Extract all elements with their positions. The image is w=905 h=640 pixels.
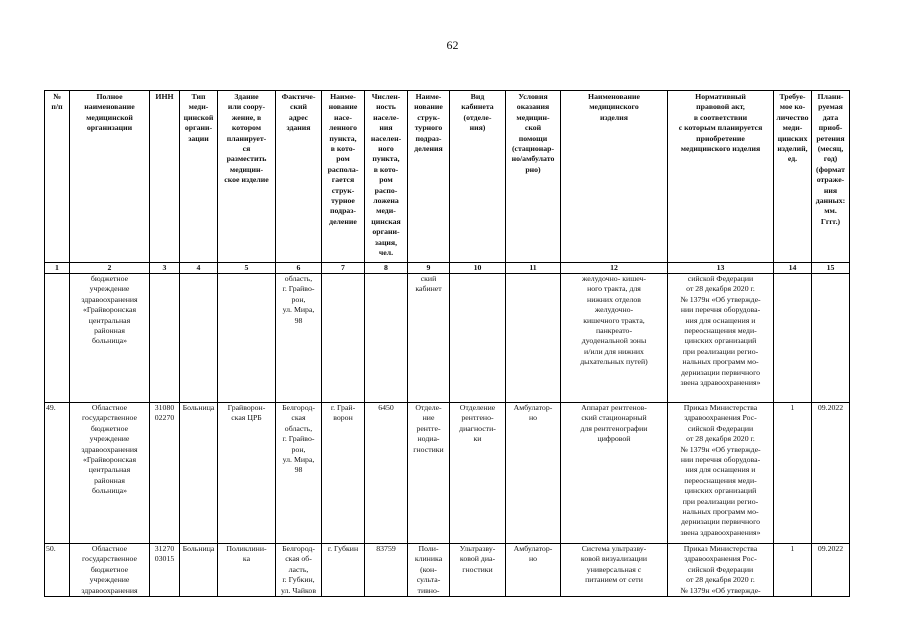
- column-number: 8: [365, 263, 408, 274]
- header-cell: № п/п: [45, 91, 70, 263]
- table-cell: Амбулатор- но: [506, 544, 561, 597]
- table-cell: Белгород- ская область, г. Грайво- рон, ул. Мира, 98: [276, 403, 322, 544]
- table-cell: [365, 274, 408, 403]
- header-cell: Требуе- мое ко- личество меди- цинских изделий, ед.: [774, 91, 812, 263]
- table-cell: г. Грай- ворон: [322, 403, 365, 544]
- row-number: 49.: [45, 403, 70, 544]
- column-number: 15: [812, 263, 850, 274]
- column-number: 6: [276, 263, 322, 274]
- row-number: 50.: [45, 544, 70, 597]
- table-cell: Амбулатор- но: [506, 403, 561, 544]
- header-cell: Условия оказания медицин- ской помощи (стационар- но/амбулато рно): [506, 91, 561, 263]
- table-cell: Областное государственное бюджетное учреждение здравоохранения: [70, 544, 150, 597]
- table-cell: Белгород- ская об- ласть, г. Губкин, ул. Чайков: [276, 544, 322, 597]
- table-cell: 09.2022: [812, 544, 850, 597]
- table-cell: Система ультразву- ковой визуализации универсальная с питанием от сети: [561, 544, 668, 597]
- column-number-row: [45, 263, 850, 274]
- table-row: [45, 544, 850, 597]
- header-cell: Наиме- нование струк- турного подраз- деления: [408, 91, 450, 263]
- column-number: 7: [322, 263, 365, 274]
- table-cell: [322, 274, 365, 403]
- column-number: 10: [450, 263, 506, 274]
- header-cell: Нормативный правовой акт, в соответствии с которым планируется приобретение медицинского изделия: [668, 91, 774, 263]
- table-cell: Приказ Министерства здравоохранения Рос- сийской Федерации от 28 декабря 2020 г. № 1379н «Об утвержде-: [668, 544, 774, 597]
- column-number: 4: [180, 263, 218, 274]
- column-number: 14: [774, 263, 812, 274]
- table-cell: [506, 274, 561, 403]
- header-cell: ИНН: [150, 91, 180, 263]
- header-cell: Числен- ность населе- ния населен- ного пункта, в кото- ром распо- ложена меди- цинская органи- зация, чел.: [365, 91, 408, 263]
- table-cell: 31080 02270: [150, 403, 180, 544]
- table-cell: Больница: [180, 403, 218, 544]
- table-cell: 1: [774, 544, 812, 597]
- table-cell: Больница: [180, 544, 218, 597]
- header-cell: Наименование медицинского изделия: [561, 91, 668, 263]
- table-cell: 83759: [365, 544, 408, 597]
- table-cell: желудочно- кишеч- ного тракта, для нижних отделов желудочно- кишечного тракта, панкреато- дуоденальной зоны и/или для нижних дыхательных путей): [561, 274, 668, 403]
- header-cell: Вид кабинета (отделе- ния): [450, 91, 506, 263]
- table-cell: Поликлини- ка: [218, 544, 276, 597]
- table-cell: сийской Федерации от 28 декабря 2020 г. № 1379н «Об утвержде- нии перечня оборудова- ния для оснащения и переоснащения меди- цинских организаций при реализации регио- нальных программ мо- дернизации первичного звена здравоохранения»: [668, 274, 774, 403]
- table-cell: область, г. Грайво- рон, ул. Мира, 98: [276, 274, 322, 403]
- table-cell: Приказ Министерства здравоохранения Рос- сийской Федерации от 28 декабря 2020 г. № 1379н «Об утвержде- нии перечня оборудова- ния для оснащения и переоснащения меди- цинских организаций при реализации регио- нальных программ мо- дернизации первичного звена здравоохранения»: [668, 403, 774, 544]
- table-cell: [150, 274, 180, 403]
- table-cell: Ультразву- ковой диа- гностики: [450, 544, 506, 597]
- table-cell: [812, 274, 850, 403]
- table-cell: [450, 274, 506, 403]
- table-cell: Областное государственное бюджетное учреждение здравоохранения «Грайворонская центральная районная больница»: [70, 403, 150, 544]
- table-cell: [180, 274, 218, 403]
- table-cell: Поли- клиника (кон- сульта- тивно-: [408, 544, 450, 597]
- table-cell: г. Губкин: [322, 544, 365, 597]
- table-cell: 31270 03015: [150, 544, 180, 597]
- table-cell: 09.2022: [812, 403, 850, 544]
- column-number: 13: [668, 263, 774, 274]
- column-number: 2: [70, 263, 150, 274]
- column-number: 11: [506, 263, 561, 274]
- header-row: [45, 91, 850, 263]
- header-cell: Плани- руемая дата приоб- ретения (месяц, год) (формат отраже- ния данных: мм. Гггг.): [812, 91, 850, 263]
- table-cell: [218, 274, 276, 403]
- table-cell: [774, 274, 812, 403]
- header-cell: Фактиче- ский адрес здания: [276, 91, 322, 263]
- header-cell: Наиме- нование насе- ленного пункта, в кото- ром распола- гается струк- турное подраз- деление: [322, 91, 365, 263]
- table-cell: 1: [774, 403, 812, 544]
- column-number: 1: [45, 263, 70, 274]
- table-cell: ский кабинет: [408, 274, 450, 403]
- column-number: 9: [408, 263, 450, 274]
- header-cell: Тип меди- цинской органи- зации: [180, 91, 218, 263]
- table-cell: бюджетное учреждение здравоохранения «Грайворонская центральная районная больница»: [70, 274, 150, 403]
- table-row: [45, 403, 850, 544]
- table-row-continued: [45, 274, 850, 403]
- table-cell: Отделение рентгено- диагности- ки: [450, 403, 506, 544]
- header-cell: Здание или соору- жение, в котором планирует- ся разместить медицин- ское изделие: [218, 91, 276, 263]
- table-cell: 6450: [365, 403, 408, 544]
- column-number: 5: [218, 263, 276, 274]
- column-number: 3: [150, 263, 180, 274]
- table-cell: Аппарат рентгенов- ский стационарный для рентгенографии цифровой: [561, 403, 668, 544]
- table-cell: [45, 274, 70, 403]
- table-cell: Отделе- ние рентге- нодиа- гностики: [408, 403, 450, 544]
- header-cell: Полное наименование медицинской организации: [70, 91, 150, 263]
- column-number: 12: [561, 263, 668, 274]
- equipment-table: [44, 90, 850, 597]
- table-cell: Грайворон- ская ЦРБ: [218, 403, 276, 544]
- page-number: 62: [446, 38, 459, 52]
